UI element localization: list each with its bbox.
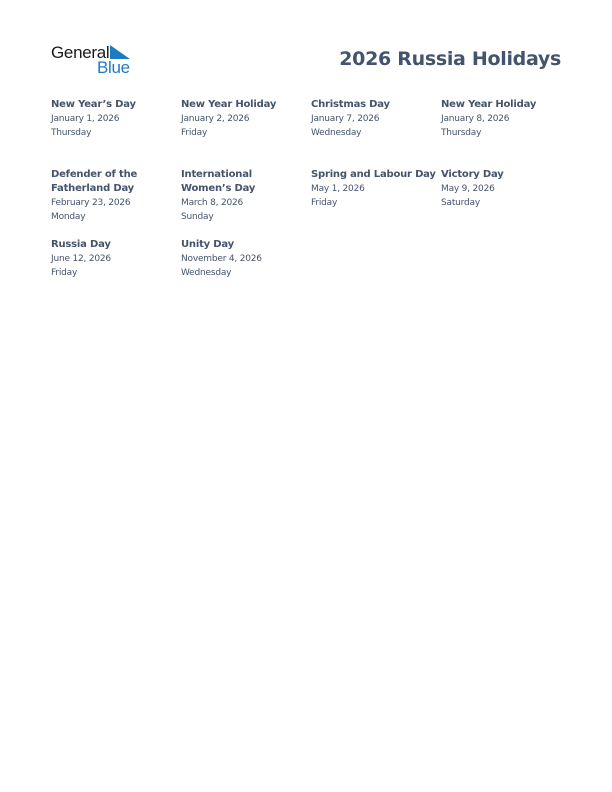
- holiday-weekday: Thursday: [51, 128, 92, 138]
- holiday-name: New Year Holiday: [181, 99, 277, 110]
- holiday-date: June 12, 2026: [51, 254, 111, 264]
- holiday-weekday: Wednesday: [311, 128, 362, 138]
- holiday-date: May 9, 2026: [441, 184, 495, 194]
- logo-triangle-icon: [110, 45, 130, 59]
- generalblue-logo: [51, 44, 141, 78]
- holiday-date: May 1, 2026: [311, 184, 365, 194]
- holiday-date: February 23, 2026: [51, 198, 131, 208]
- logo-text-blue: Blue: [97, 58, 130, 77]
- logo-text-general: General: [51, 43, 110, 62]
- holiday-name: Christmas Day: [311, 99, 390, 110]
- holiday-date: January 7, 2026: [311, 114, 380, 124]
- holiday-date: January 2, 2026: [181, 114, 250, 124]
- holiday-date: November 4, 2026: [181, 254, 262, 264]
- holiday-item: [181, 168, 305, 224]
- holiday-name: New Year Holiday: [441, 99, 537, 110]
- holiday-item: [441, 98, 563, 140]
- holiday-weekday: Wednesday: [181, 268, 232, 278]
- holiday-date: March 8, 2026: [181, 198, 244, 208]
- holiday-date: January 8, 2026: [441, 114, 510, 124]
- holiday-item: [51, 168, 141, 224]
- holiday-item: [181, 98, 303, 140]
- holiday-weekday: Friday: [181, 128, 208, 138]
- holiday-item: [441, 168, 563, 210]
- holiday-item: [181, 238, 303, 280]
- holiday-weekday: Sunday: [181, 212, 214, 222]
- holiday-name: Victory Day: [441, 169, 504, 180]
- holiday-weekday: Friday: [311, 198, 338, 208]
- holiday-name: New Year’s Day: [51, 99, 136, 110]
- holiday-weekday: Friday: [51, 268, 78, 278]
- holiday-weekday: Monday: [51, 212, 86, 222]
- holiday-name: International Women’s Day: [181, 169, 256, 194]
- holiday-name: Russia Day: [51, 239, 111, 250]
- holiday-name: Spring and Labour Day: [311, 169, 436, 180]
- holiday-name: Unity Day: [181, 239, 234, 250]
- holiday-item: [51, 98, 173, 140]
- holiday-weekday: Saturday: [441, 198, 480, 208]
- holiday-item: [51, 238, 173, 280]
- holiday-item: [311, 168, 439, 210]
- holiday-date: January 1, 2026: [51, 114, 120, 124]
- holiday-weekday: Thursday: [441, 128, 482, 138]
- holiday-item: [311, 98, 433, 140]
- holiday-name: Defender of the Fatherland Day: [51, 169, 138, 194]
- page-title: 2026 Russia Holidays: [339, 48, 561, 70]
